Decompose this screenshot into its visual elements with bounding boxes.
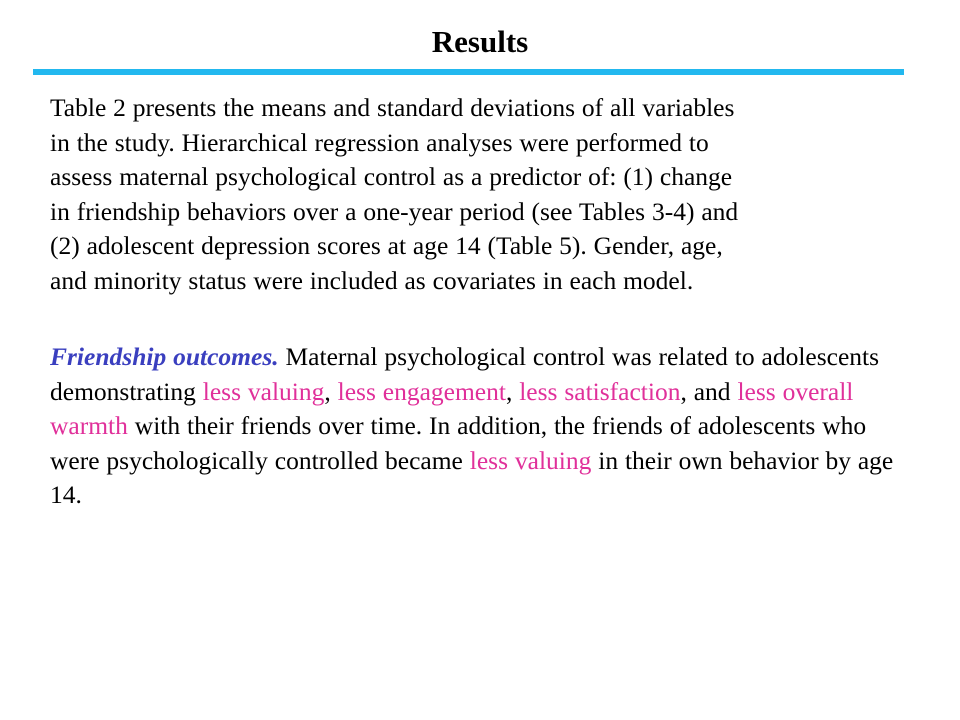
text-line: in the study. Hierarchical regression analyses were performed to bbox=[50, 127, 709, 157]
text-segment: , and bbox=[680, 376, 738, 406]
slide-title: Results bbox=[431, 24, 529, 59]
paragraph-friendship-outcomes bbox=[50, 340, 920, 513]
text-line: assess maternal psychological control as a predictor of: (1) change bbox=[50, 162, 733, 191]
text-segment: , bbox=[505, 376, 520, 406]
paragraph-methods bbox=[50, 91, 920, 298]
lead-heading: Friendship outcomes. bbox=[50, 342, 279, 371]
highlight-less-satisfaction: less satisfaction bbox=[519, 376, 681, 406]
text-line: Table 2 presents the means and standard deviations of all variables bbox=[50, 93, 735, 122]
title-divider bbox=[33, 69, 904, 75]
text-segment: , bbox=[324, 376, 338, 406]
text-segment: Maternal psychological control was related to adolescents demonstrating bbox=[50, 342, 880, 406]
text-line: (2) adolescent depression scores at age 14 (Table 5). Gender, age, bbox=[50, 231, 723, 260]
highlight-less-valuing-friends: less valuing bbox=[469, 445, 592, 475]
highlight-less-valuing: less valuing bbox=[202, 376, 325, 406]
highlight-less-engagement: less engagement bbox=[337, 376, 506, 406]
highlight-less-overall-warmth: less overall warmth bbox=[50, 376, 854, 440]
text-segment: with their friends over time. In addition, the friends of adolescents who were psychologically controlled became bbox=[50, 411, 867, 475]
text-segment: in their own behavior by age 14. bbox=[50, 445, 894, 509]
text-line: in friendship behaviors over a one-year period (see Tables 3-4) and bbox=[50, 196, 739, 226]
text-line: and minority status were included as covariates in each model. bbox=[50, 265, 694, 295]
